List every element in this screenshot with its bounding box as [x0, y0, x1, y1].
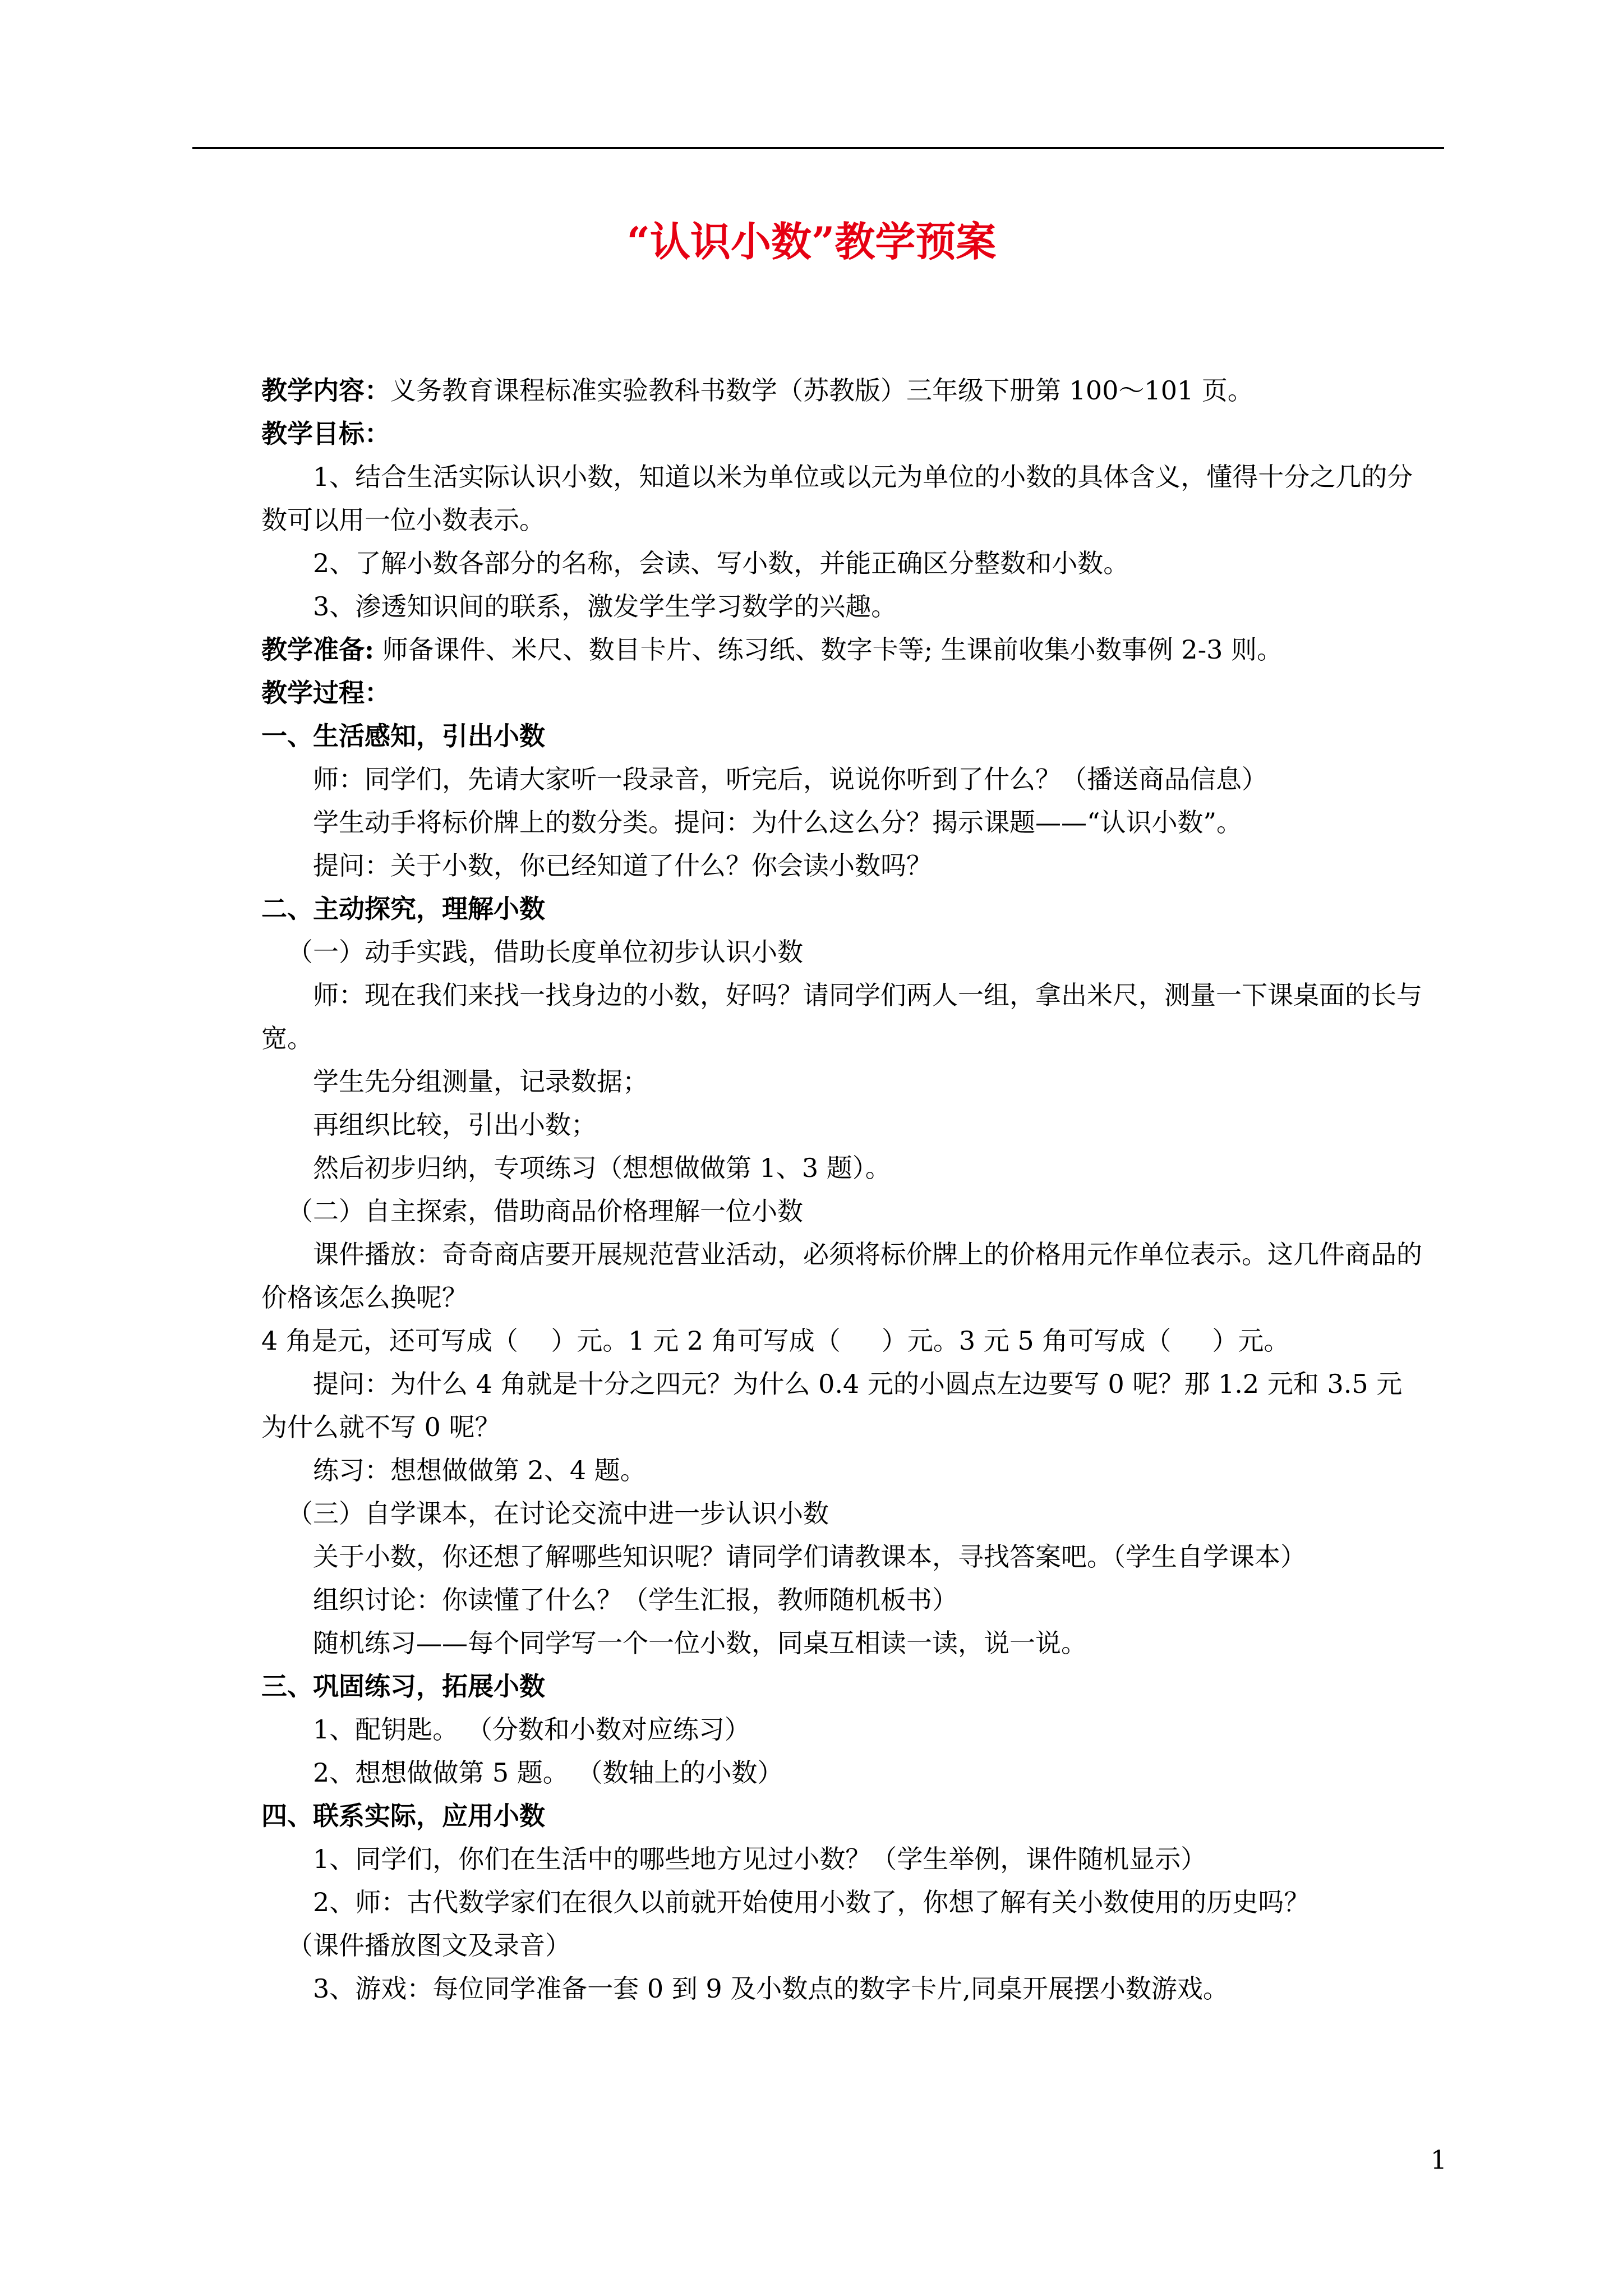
teaching-content-line: [261, 369, 1428, 412]
paragraph: 2、师：古代数学家们在很久以前就开始使用小数了，你想了解有关小数使用的历史吗？: [313, 1887, 1310, 1917]
subsection-heading: （一）动手实践，借助长度单位初步认识小数: [287, 937, 803, 967]
paragraph: （课件播放图文及录音）: [287, 1930, 571, 1961]
paragraph: 提问：为什么 4 角就是十分之四元？为什么 0.4 元的小圆点左边要写 0 呢？那 1.2 元和 3.5 元为什么就不写 0 呢？: [261, 1369, 1403, 1442]
section-4-heading: 四、联系实际，应用小数: [261, 1801, 545, 1831]
paragraph: 再组织比较，引出小数；: [313, 1110, 597, 1140]
paragraph: 学生动手将标价牌上的数分类。提问：为什么这么分？揭示课题——“认识小数”。: [313, 807, 1243, 838]
paragraph: 2、想想做做第 5 题。 （数轴上的小数）: [313, 1757, 783, 1788]
paragraph: 4 角是元，还可写成（ ）元。1 元 2 角可写成（ ）元。3 元 5 角可写成（ ）元。: [261, 1326, 1290, 1356]
paragraph: 师：同学们，先请大家听一段录音，听完后，说说你听到了什么？（播送商品信息）: [313, 764, 1267, 794]
paragraph: 关于小数，你还想了解哪些知识呢？请同学们请教课本，寻找答案吧。（学生自学课本）: [313, 1542, 1306, 1572]
goals-heading: 教学目标：: [261, 418, 390, 449]
document-body: [261, 369, 1428, 2010]
paragraph: 练习：想想做做第 2、4 题。: [313, 1455, 646, 1485]
paragraph: 1、同学们，你们在生活中的哪些地方见过小数？（学生举例，课件随机显示）: [313, 1844, 1207, 1874]
section-2-heading: 二、主动探究，理解小数: [261, 894, 545, 924]
teaching-content-label: 教学内容：: [261, 375, 390, 406]
subsection-heading: （二）自主探索，借助商品价格理解一位小数: [287, 1196, 803, 1226]
paragraph: 提问：关于小数，你已经知道了什么？你会读小数吗？: [313, 850, 932, 881]
process-heading: 教学过程：: [261, 678, 390, 708]
paragraph: 1、配钥匙。 （分数和小数对应练习）: [313, 1714, 750, 1745]
paragraph: 师：现在我们来找一找身边的小数，好吗？请同学们两人一组，拿出米尺，测量一下课桌面的长与宽。: [261, 980, 1422, 1053]
header-rule: [192, 147, 1444, 149]
preparation-label: 教学准备:: [261, 634, 374, 665]
goal-item-1: 1、结合生活实际认识小数，知道以米为单位或以元为单位的小数的具体含义，懂得十分之几的分数可以用一位小数表示。: [261, 462, 1413, 535]
section-1-heading: 一、生活感知，引出小数: [261, 721, 545, 751]
section-3-heading: 三、巩固练习，拓展小数: [261, 1671, 545, 1701]
paragraph: 课件播放：奇奇商店要开展规范营业活动，必须将标价牌上的价格用元作单位表示。这几件商品的价格该怎么换呢？: [261, 1239, 1422, 1313]
teaching-content-text: 义务教育课程标准实验教科书数学（苏教版）三年级下册第 100～101 页。: [390, 375, 1253, 406]
goal-item-3: 3、渗透知识间的联系，激发学生学习数学的兴趣。: [313, 591, 897, 622]
document-title: “认识小数”教学预案: [626, 218, 997, 265]
subsection-heading: （三）自学课本，在讨论交流中进一步认识小数: [287, 1498, 829, 1529]
page-number: 1: [1430, 2145, 1447, 2175]
paragraph: 然后初步归纳，专项练习（想想做做第 1、3 题）。: [313, 1153, 891, 1183]
preparation-line: [261, 628, 1428, 671]
goal-item-2: 2、了解小数各部分的名称，会读、写小数，并能正确区分整数和小数。: [313, 548, 1129, 578]
paragraph: 随机练习——每个同学写一个一位小数，同桌互相读一读，说一说。: [313, 1628, 1087, 1658]
paragraph: 3、游戏：每位同学准备一套 0 到 9 及小数点的数字卡片,同桌开展摆小数游戏。: [313, 1973, 1229, 2004]
paragraph: 组织讨论：你读懂了什么？（学生汇报，教师随机板书）: [313, 1585, 958, 1615]
paragraph: 学生先分组测量，记录数据；: [313, 1066, 648, 1097]
preparation-text: 师备课件、米尺、数目卡片、练习纸、数字卡等; 生课前收集小数事例 2-3 则。: [374, 634, 1283, 665]
